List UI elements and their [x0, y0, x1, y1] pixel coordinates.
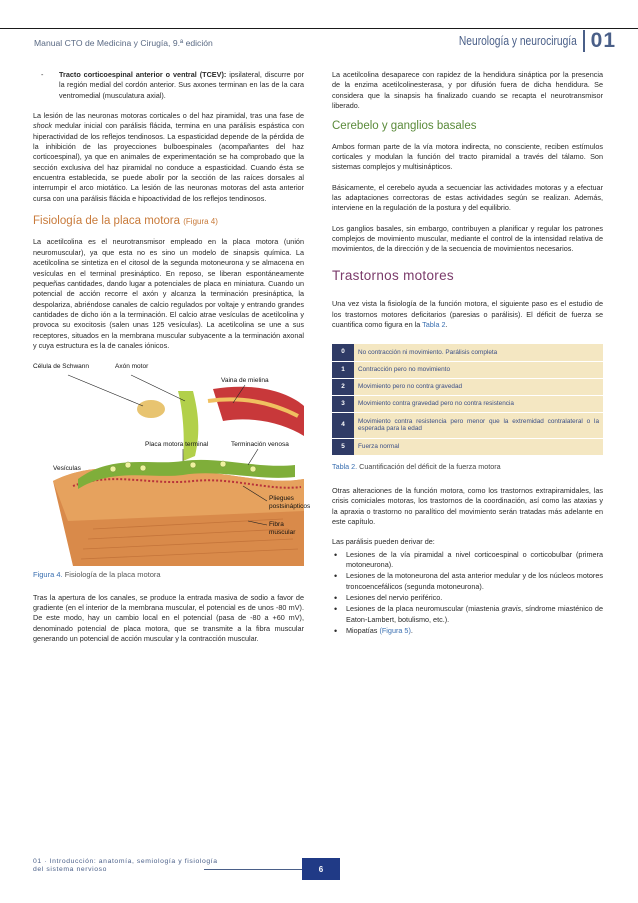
caption-text: Cuantificación del déficit de la fuerza motora	[357, 461, 501, 471]
header-divider	[583, 30, 585, 52]
list-item: • Lesiones del nervio periférico.	[332, 593, 603, 603]
grade-cell: 5	[332, 438, 354, 455]
table-row	[332, 438, 603, 455]
paragraph-lesion	[33, 111, 304, 204]
section-heading-trastornos: Trastornos motores	[332, 267, 454, 283]
dash-marker: -	[41, 70, 44, 79]
description-cell: Fuerza normal	[354, 438, 603, 455]
paragraph-deficit	[332, 299, 603, 330]
paragraph-otras: Otras alteraciones de la función motora, como los trastornos extrapiramidales, las crisis comiciales motoras, los trastornos de la coordinación, así como las ataxias y la apraxia o trastorno no paralítico del movimiento serán tratadas más adelante en este capítulo.	[332, 486, 603, 527]
figure-ref-link[interactable]: (Figura 5)	[379, 626, 411, 636]
tcev-term: Tracto corticoespinal anterior o ventral (TCEV):	[59, 70, 227, 79]
motor-axon-shape	[178, 391, 198, 461]
footer-rule	[204, 869, 302, 870]
label-venosa: Terminación venosa	[231, 441, 289, 449]
paralysis-causes-list	[332, 550, 603, 637]
list-item: • Lesiones de la motoneurona del asta anterior medular y de los núcleos motores troncoencefálicos (segunda motoneurona).	[332, 571, 603, 592]
grade-cell: 2	[332, 378, 354, 395]
heading-text: Fisiología de la placa motora	[33, 215, 181, 228]
list-item: • Lesiones de la vía piramidal a nivel corticoespinal o corticobulbar (primera motoneurona).	[332, 550, 603, 571]
footer-line2: del sistema nervioso	[33, 866, 107, 874]
book-title: Manual CTO de Medicina y Cirugía, 9.ª edición	[34, 38, 213, 48]
right-column	[332, 70, 603, 638]
table-row	[332, 378, 603, 395]
list-text: .	[410, 626, 413, 636]
chapter-header	[433, 29, 616, 53]
para-italic: shock	[33, 121, 52, 131]
paragraph-ganglios: Los ganglios basales, sin embargo, contribuyen a planificar y regular los patrones complejos de movimiento muscular, mediante el control de la intensidad relativa de movimientos, de la dirección y de la secuencia de movimientos necesarios.	[332, 223, 603, 254]
label-vesiculas: Vesículas	[53, 465, 81, 473]
para-text: Una vez vista la fisiología de la función motora, el siguiente paso es el estudio de los trastornos motores deficitarios (paresias o parálisis). El déficit de fuerza se cuantifica como figura en la	[332, 299, 603, 329]
list-item	[332, 604, 603, 625]
paragraph-paralisis: Las parálisis pueden derivar de:	[332, 537, 435, 547]
label-axon: Axón motor	[115, 363, 149, 371]
strength-table	[332, 344, 603, 456]
table-row	[332, 412, 603, 438]
description-cell: Movimiento pero no contra gravedad	[354, 378, 603, 395]
list-italic: gravis	[501, 604, 521, 614]
schwann-cell-shape	[137, 400, 165, 418]
section-heading-placa	[33, 216, 304, 227]
section-title: Neurología y neurocirugía	[459, 34, 578, 48]
footer-chapter	[33, 858, 218, 875]
caption-text: Fisiología de la placa motora	[62, 570, 161, 580]
grade-cell: 4	[332, 412, 354, 438]
table-row	[332, 361, 603, 378]
footer-line1: 01 · Introducción: anatomía, semiología y fisiología	[33, 858, 218, 865]
paragraph-acetilcolina: La acetilcolina es el neurotransmisor empleado en la placa motora (unión neuromuscular), ya que esta no es sino un modelo de sinapsis química. La acetilcolina se sintetiza en el citosol de la segunda motoneurona y se almacena en vesículas en el terminal presináptico. En reposo, se liberan espontáneamente pequeñas cantidades, dando lugar a potenciales de placa en miniatura. Cuando un potencial de acción recorre el axón y alcanza la terminación presináptica, la despolariza, abriéndose canales de calcio regulados por voltaje y entrando grandes cantidades de dicho ión a la terminación. El calcio atrae vesículas de acetilcolina y provoca su exocitosis (salen unas 125 vesículas). La acetilcolina se une a sus receptores, situados en la membrana muscular subyacente a la terminación axonal y cuya estructura es la de canales iónicos.	[33, 237, 304, 350]
label-mielina: Vaina de mielina	[221, 377, 269, 385]
description-cell: Contracción pero no movimiento	[354, 361, 603, 378]
section-heading-cerebelo: Cerebelo y ganglios basales	[332, 120, 477, 133]
label-placa: Placa motora terminal	[145, 441, 209, 449]
paragraph-canales: Tras la apertura de los canales, se produce la entrada masiva de sodio a favor de gradiente (en el interior de la membrana muscular, el potencial es de unos -80 mV). De este modo, hay un cambio local en el potencial (pasa de -80 a +60 mV), denominado potencial de placa motora, que se transmite a la fibra muscular generando un potencial de acción muscular y la contracción muscular.	[33, 592, 304, 643]
grade-cell: 1	[332, 361, 354, 378]
paragraph-via-motora: Ambos forman parte de la vía motora indirecta, no consciente, reciben estímulos corticales y modulan la función del tracto piramidal a través del tálamo. Son sistemas complejos y multisinápticos.	[332, 141, 603, 172]
label-pliegues: Pliegues postsinápticos	[269, 495, 311, 511]
list-text: Miopatías	[346, 626, 380, 636]
paragraph-cerebelo: Básicamente, el cerebelo ayuda a secuenciar las actividades motoras y a efectuar las adaptaciones correctoras de estas actividades según se realizan. Además, interviene en la regulación de la postura y del equilibrio.	[332, 182, 603, 213]
label-schwann: Célula de Schwann	[33, 363, 90, 371]
grade-cell: 3	[332, 395, 354, 412]
page-number: 6	[302, 858, 340, 880]
left-column	[33, 70, 311, 654]
figure-caption	[33, 570, 304, 580]
grade-cell: 0	[332, 344, 354, 361]
tcev-bullet	[33, 70, 304, 101]
para-text: .	[445, 319, 448, 329]
caption-number: Figura 4.	[33, 570, 63, 580]
table-caption	[332, 462, 603, 472]
top-bar	[0, 0, 638, 29]
table-row	[332, 395, 603, 412]
list-item	[332, 626, 603, 636]
para-text: medular inicial con parálisis flácida, termina en una parálisis espástica con hiperactividad de los reflejos tendinosos. La espasticidad depende de la pérdida de la inhibición de las proyecciones bulboespinales (acompañantes del haz corticoespinal), ya que en animales de experimentación se ha comprobado que la sección exclusiva del haz piramidal no conduce a espasticidad. Cuando ésta se encuentra establecida, se puede abolir por la sección de las raíces dorsales al interrumpir el arco miotático. La lesión de las neuronas motoras del asta anterior cursa con una parálisis flácida e hipoactividad de los reflejos tendinosos.	[33, 121, 304, 203]
label-fibra: Fibra muscular	[269, 521, 296, 537]
chapter-number: 01	[590, 29, 616, 52]
table-ref-link[interactable]: Tabla 2	[422, 319, 446, 329]
table-row	[332, 344, 603, 361]
figure-placa-motora	[33, 361, 311, 566]
list-text: Lesiones de la placa neuromuscular (miastenia	[346, 604, 502, 614]
description-cell: Movimiento contra resistencia pero menor que la extremidad contralateral o la esperada para la edad	[354, 412, 603, 438]
description-cell: Movimiento contra gravedad pero no contra resistencia	[354, 395, 603, 412]
paragraph-acetilcolinesterasa: La acetilcolina desaparece con rapidez de la hendidura sináptica por la presencia de la enzima acetilcolinesterasa, y por difusión fuera de dicha hendidura. Se considera que la sinapsis ha finalizado cuando se recapta el neurotransmisor liberado.	[332, 70, 603, 111]
para-text: La lesión de las neuronas motoras corticales o del haz piramidal, tras una fase de	[33, 111, 304, 121]
tcev-text: ipsilateral, discurre por la región medial del cordón anterior. Sus axones terminan en las de la cara ventromedial (musculatura axial).	[59, 70, 304, 100]
caption-number: Tabla 2.	[332, 461, 358, 471]
neuromuscular-illustration	[33, 361, 304, 566]
description-cell: No contracción ni movimiento. Parálisis completa	[354, 344, 603, 361]
figure-ref-link[interactable]: (Figura 4)	[183, 217, 218, 227]
list-text: , síndrome miasténico de Eaton-Lambert, botulismo, etc.).	[346, 604, 604, 624]
